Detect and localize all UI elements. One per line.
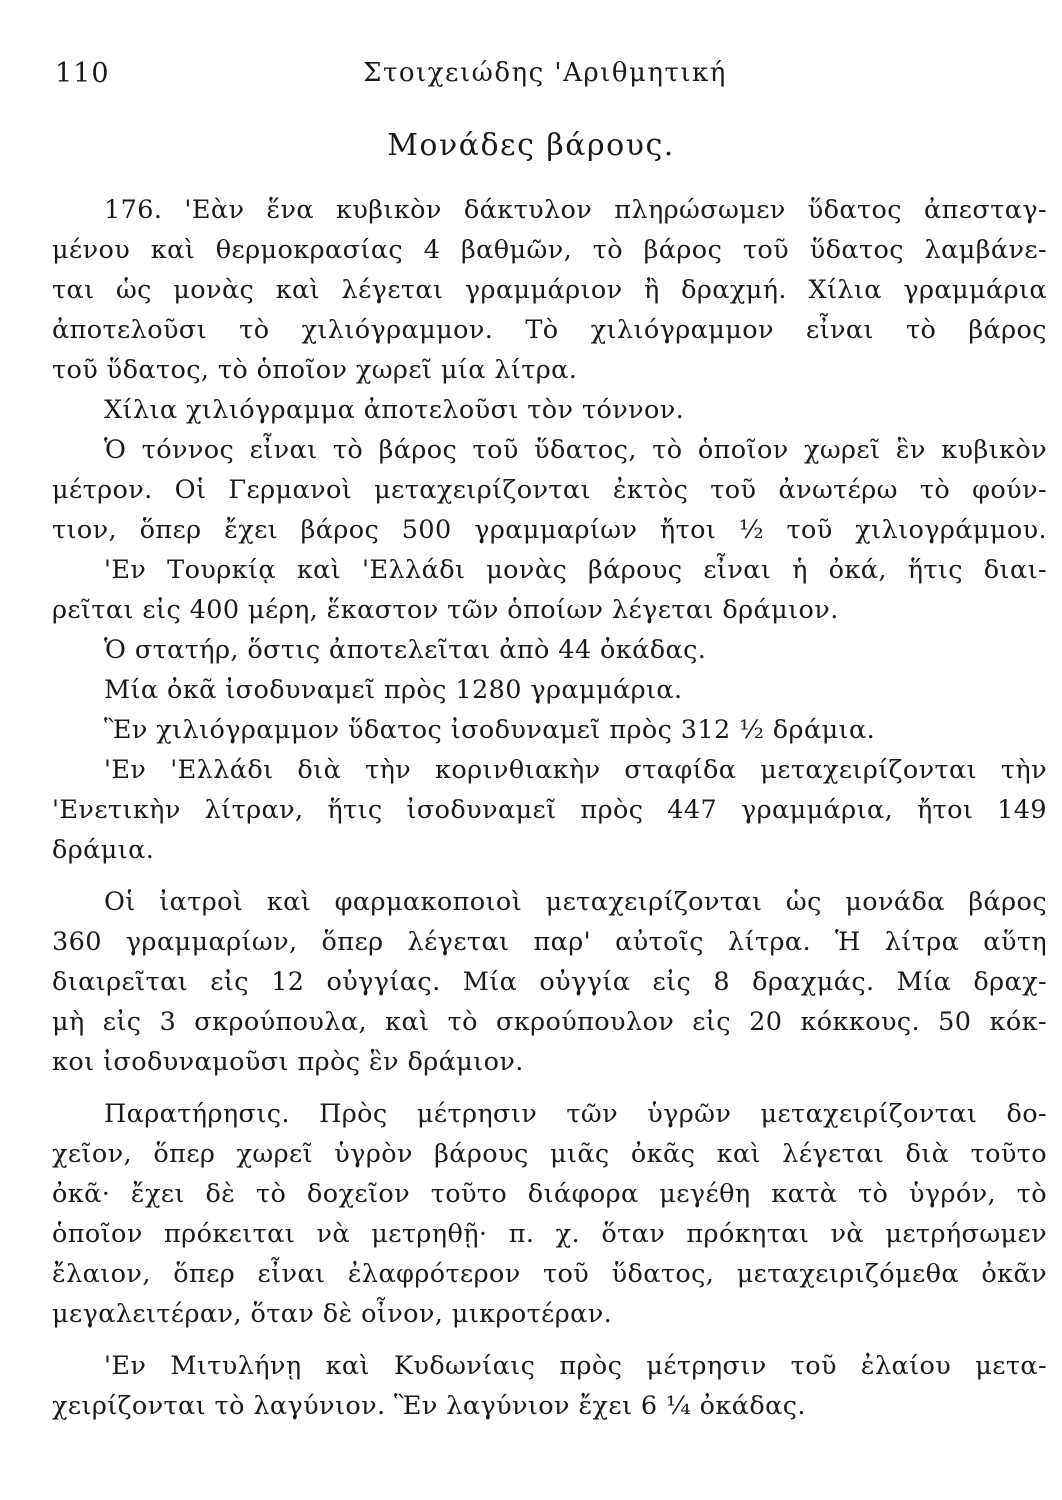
text-line: Χίλια χιλιόγραμμα ἀποτελοῦσι τὸν τόννον. bbox=[104, 395, 685, 425]
page-number: 110 bbox=[55, 58, 110, 89]
text-line: ὀκᾶ· ἔχει δὲ τὸ δοχεῖον τοῦτο διάφορα μεγέθη κατὰ τὸ ὑγρόν, τὸ bbox=[52, 1179, 1047, 1209]
text-line: τιον, ὅπερ ἔχει βάρος 500 γραμμαρίων ἤτοι ½ τοῦ χιλιογράμμου. bbox=[52, 515, 1047, 545]
text-line: χεῖον, ὅπερ χωρεῖ ὑγρὸν βάρους μιᾶς ὀκᾶς καὶ λέγεται διὰ τοῦτο bbox=[52, 1139, 1047, 1169]
text-line: Ὁ στατήρ, ὅστις ἀποτελεῖται ἀπὸ 44 ὀκάδας. bbox=[104, 635, 707, 665]
text-line: ρεῖται εἰς 400 μέρη, ἕκαστον τῶν ὁποίων λέγεται δράμιον. bbox=[52, 595, 839, 625]
running-head bbox=[55, 58, 985, 98]
text-line: κοι ἰσοδυναμοῦσι πρὸς ἓν δράμιον. bbox=[52, 1047, 524, 1077]
text-line: 176. 'Εὰν ἕνα κυβικὸν δάκτυλον πληρώσωμεν ὕδατος ἀπεσταγ- bbox=[104, 195, 1047, 225]
text-line: ἔλαιον, ὅπερ εἶναι ἐλαφρότερον τοῦ ὕδατος, μεταχειριζόμεθα ὀκᾶν bbox=[52, 1259, 1047, 1289]
text-line: 360 γραμμαρίων, ὅπερ λέγεται παρ' αὐτοῖς λίτρα. Ἡ λίτρα αὕτη bbox=[52, 927, 1047, 957]
text-line: μὴ εἰς 3 σκρούπουλα, καὶ τὸ σκρούπουλον εἰς 20 κόκκους. 50 κόκ- bbox=[52, 1007, 1047, 1037]
text-line: δράμια. bbox=[52, 835, 155, 865]
text-line: Μία ὀκᾶ ἰσοδυναμεῖ πρὸς 1280 γραμμάρια. bbox=[104, 675, 683, 705]
text-line: 'Εν Τουρκίᾳ καὶ 'Ελλάδι μονὰς βάρους εἶναι ἡ ὀκά, ἥτις διαι- bbox=[104, 555, 1047, 585]
text-line: Ἓν χιλιόγραμμον ὕδατος ἰσοδυναμεῖ πρὸς 312 ½ δράμια. bbox=[104, 715, 876, 745]
text-line: Παρατήρησις. Πρὸς μέτρησιν τῶν ὑγρῶν μεταχειρίζονται δο- bbox=[104, 1099, 1047, 1129]
text-line: ὁποῖον πρόκειται νὰ μετρηθῇ· π. χ. ὅταν πρόκηται νὰ μετρήσωμεν bbox=[52, 1219, 1047, 1249]
text-line: διαιρεῖται εἰς 12 οὐγγίας. Μία οὐγγία εἰς 8 δραχμάς. Μία δραχ- bbox=[52, 967, 1047, 997]
text-line: ἀποτελοῦσι τὸ χιλιόγραμμον. Τὸ χιλιόγραμμον εἶναι τὸ βάρος bbox=[52, 315, 1047, 345]
text-line: ται ὡς μονὰς καὶ λέγεται γραμμάριον ἢ δραχμή. Χίλια γραμμάρια bbox=[52, 275, 1047, 305]
section-title: Μονάδες βάρους. bbox=[387, 128, 675, 163]
text-line: μένου καὶ θερμοκρασίας 4 βαθμῶν, τὸ βάρος τοῦ ὕδατος λαμβάνε- bbox=[52, 235, 1047, 265]
text-body bbox=[52, 190, 1047, 1426]
text-line: 'Εν 'Ελλάδι διὰ τὴν κορινθιακὴν σταφίδα μεταχειρίζονται τὴν bbox=[104, 755, 1047, 785]
text-line: Οἱ ἰατροὶ καὶ φαρμακοποιοὶ μεταχειρίζονται ὡς μονάδα βάρος bbox=[104, 887, 1047, 917]
text-line: 'Εν Μιτυλήνῃ καὶ Κυδωνίαις πρὸς μέτρησιν τοῦ ἐλαίου μετα- bbox=[104, 1351, 1047, 1381]
text-line: 'Ενετικὴν λίτραν, ἥτις ἰσοδυναμεῖ πρὸς 447 γραμμάρια, ἤτοι 149 bbox=[52, 795, 1047, 825]
book-title: Στοιχειώδης 'Αριθμητική bbox=[363, 58, 727, 88]
text-line: χειρίζονται τὸ λαγύνιον. Ἓν λαγύνιον ἔχει 6 ¼ ὀκάδας. bbox=[52, 1391, 806, 1421]
text-line: τοῦ ὕδατος, τὸ ὁποῖον χωρεῖ μία λίτρα. bbox=[52, 355, 578, 385]
text-line: Ὁ τόννος εἶναι τὸ βάρος τοῦ ὕδατος, τὸ ὁποῖον χωρεῖ ἓν κυβικὸν bbox=[104, 435, 1047, 465]
text-line: μεγαλειτέραν, ὅταν δὲ οἶνον, μικροτέραν. bbox=[52, 1299, 613, 1329]
text-line: μέτρον. Οἱ Γερμανοὶ μεταχειρίζονται ἐκτὸς τοῦ ἀνωτέρω τὸ φούν- bbox=[52, 475, 1047, 505]
